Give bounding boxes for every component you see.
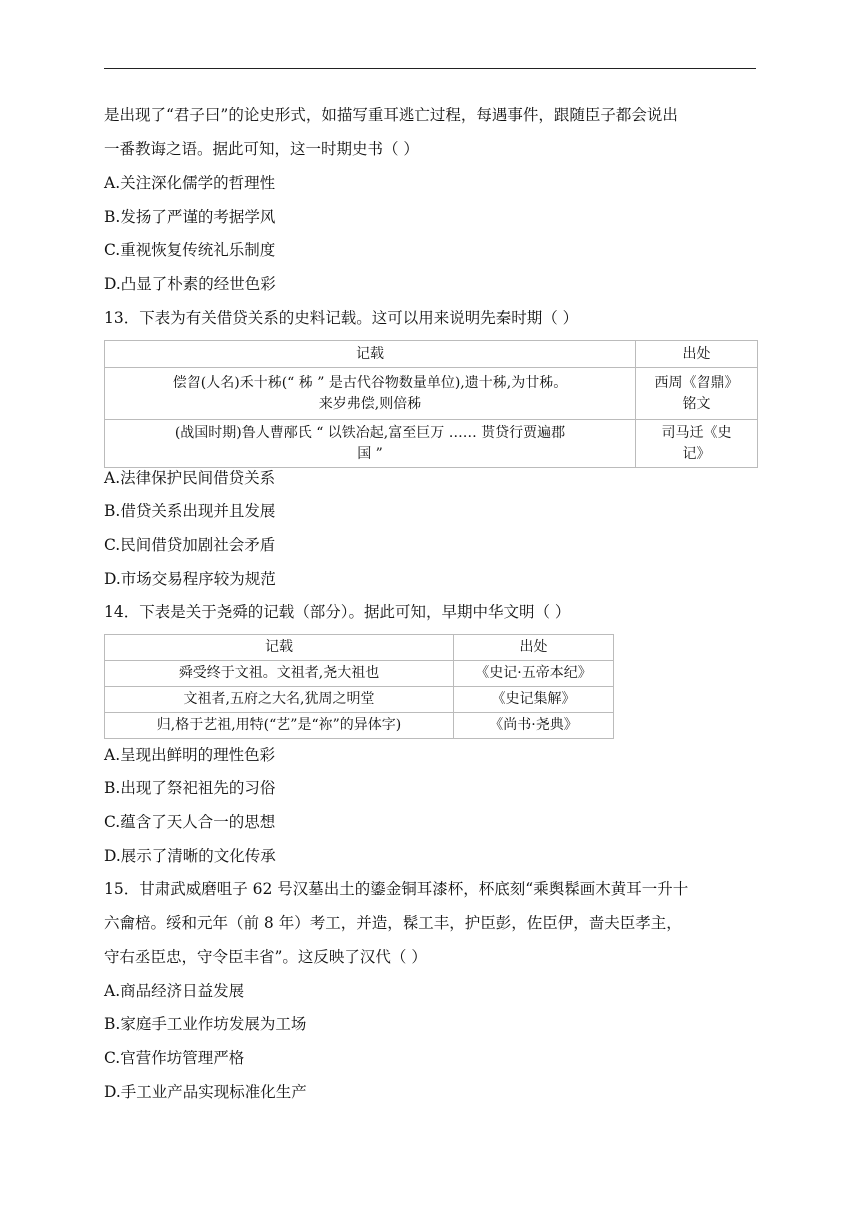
q13-option-a: A.法律保护民间借贷关系 [104,469,276,487]
q13-table [104,340,758,468]
q15-stem-line2: 六龠棓。绥和元年（前 8 年）考工，并造，髹工丰，护臣彭，佐臣伊，啬夫臣孝主， [104,914,682,932]
q14-header-record: 记载 [105,635,454,661]
q13-stem: 13．下表为有关借贷关系的史料记载。这可以用来说明先秦时期（ ） [104,309,579,327]
q14-row3-record: 归,格于艺祖,用特(“艺”是“祢”的异体字) [105,713,454,739]
q14-table [104,634,614,739]
q14-row2-source: 《史记集解》 [454,687,614,713]
q14-row3-source: 《尚书·尧典》 [454,713,614,739]
q12-option-a: A.关注深化儒学的哲理性 [104,174,276,192]
q14-option-b: B.出现了祭祀祖先的习俗 [104,779,276,797]
q15-option-b: B.家庭手工业作坊发展为工场 [104,1015,307,1033]
q13-row1-record-l1: 偿曶(人名)禾十秭(“ 秭 ” 是古代谷物数量单位),遗十秭,为廿秭。 [172,374,568,391]
q14-row2-record: 文祖者,五府之大名,犹周之明堂 [105,687,454,713]
q13-row1-source-l2: 铭文 [682,395,711,412]
q13-source-cell [636,420,758,468]
q14-option-a: A.呈现出鲜明的理性色彩 [104,746,276,764]
q12-option-d: D.凸显了朴素的经世色彩 [104,275,276,293]
q14-option-c: C.蕴含了天人合一的思想 [104,813,276,831]
q13-row2-source-l1: 司马迁《史 [661,424,732,441]
q13-record-cell [105,368,636,420]
q15-stem-line1: 15．甘肃武威磨咀子 62 号汉墓出土的鎏金铜耳漆杯，杯底刻“乘舆髹画木黄耳一升十 [104,880,689,898]
q13-record-cell [105,420,636,468]
q13-header-record: 记载 [105,341,636,368]
q13-row2-record-l1: (战国时期)鲁人曹邴氏 “ 以铁冶起,富至巨万 …… 贳贷行贾遍郡 [174,424,566,441]
q12-option-b: B.发扬了严谨的考据学风 [104,208,276,226]
header-rule [104,68,756,69]
q13-row1-source-l1: 西周《曶鼎》 [654,374,739,391]
q13-option-b: B.借贷关系出现并且发展 [104,502,276,520]
q13-option-c: C.民间借贷加剧社会矛盾 [104,536,276,554]
q13-header-source: 出处 [636,341,758,368]
q14-row1-source: 《史记·五帝本纪》 [454,661,614,687]
q14-stem: 14．下表是关于尧舜的记载（部分）。据此可知，早期中华文明（ ） [104,603,571,621]
q13-row2-source-l2: 记》 [682,445,711,462]
q12-stem-line2: 一番教诲之语。据此可知，这一时期史书（ ） [104,140,419,158]
q13-row1-record-l2: 来岁弗偿,则倍秭 [318,395,422,412]
q14-row1-record: 舜受终于文祖。文祖者,尧大祖也 [105,661,454,687]
q12-option-c: C.重视恢复传统礼乐制度 [104,241,276,259]
q14-option-d: D.展示了清晰的文化传承 [104,847,276,865]
q14-header-source: 出处 [454,635,614,661]
q13-row2-record-l2: 国 ” [357,445,383,462]
q15-stem-line3: 守右丞臣忠，守令臣丰省”。这反映了汉代（ ） [104,948,427,966]
q15-option-a: A.商品经济日益发展 [104,982,245,1000]
q15-option-c: C.官营作坊管理严格 [104,1049,245,1067]
q15-option-d: D.手工业产品实现标准化生产 [104,1083,307,1101]
q13-option-d: D.市场交易程序较为规范 [104,570,276,588]
q13-source-cell [636,368,758,420]
q12-stem-line1: 是出现了“君子曰”的论史形式，如描写重耳逃亡过程，每遇事件，跟随臣子都会说出 [104,106,678,124]
